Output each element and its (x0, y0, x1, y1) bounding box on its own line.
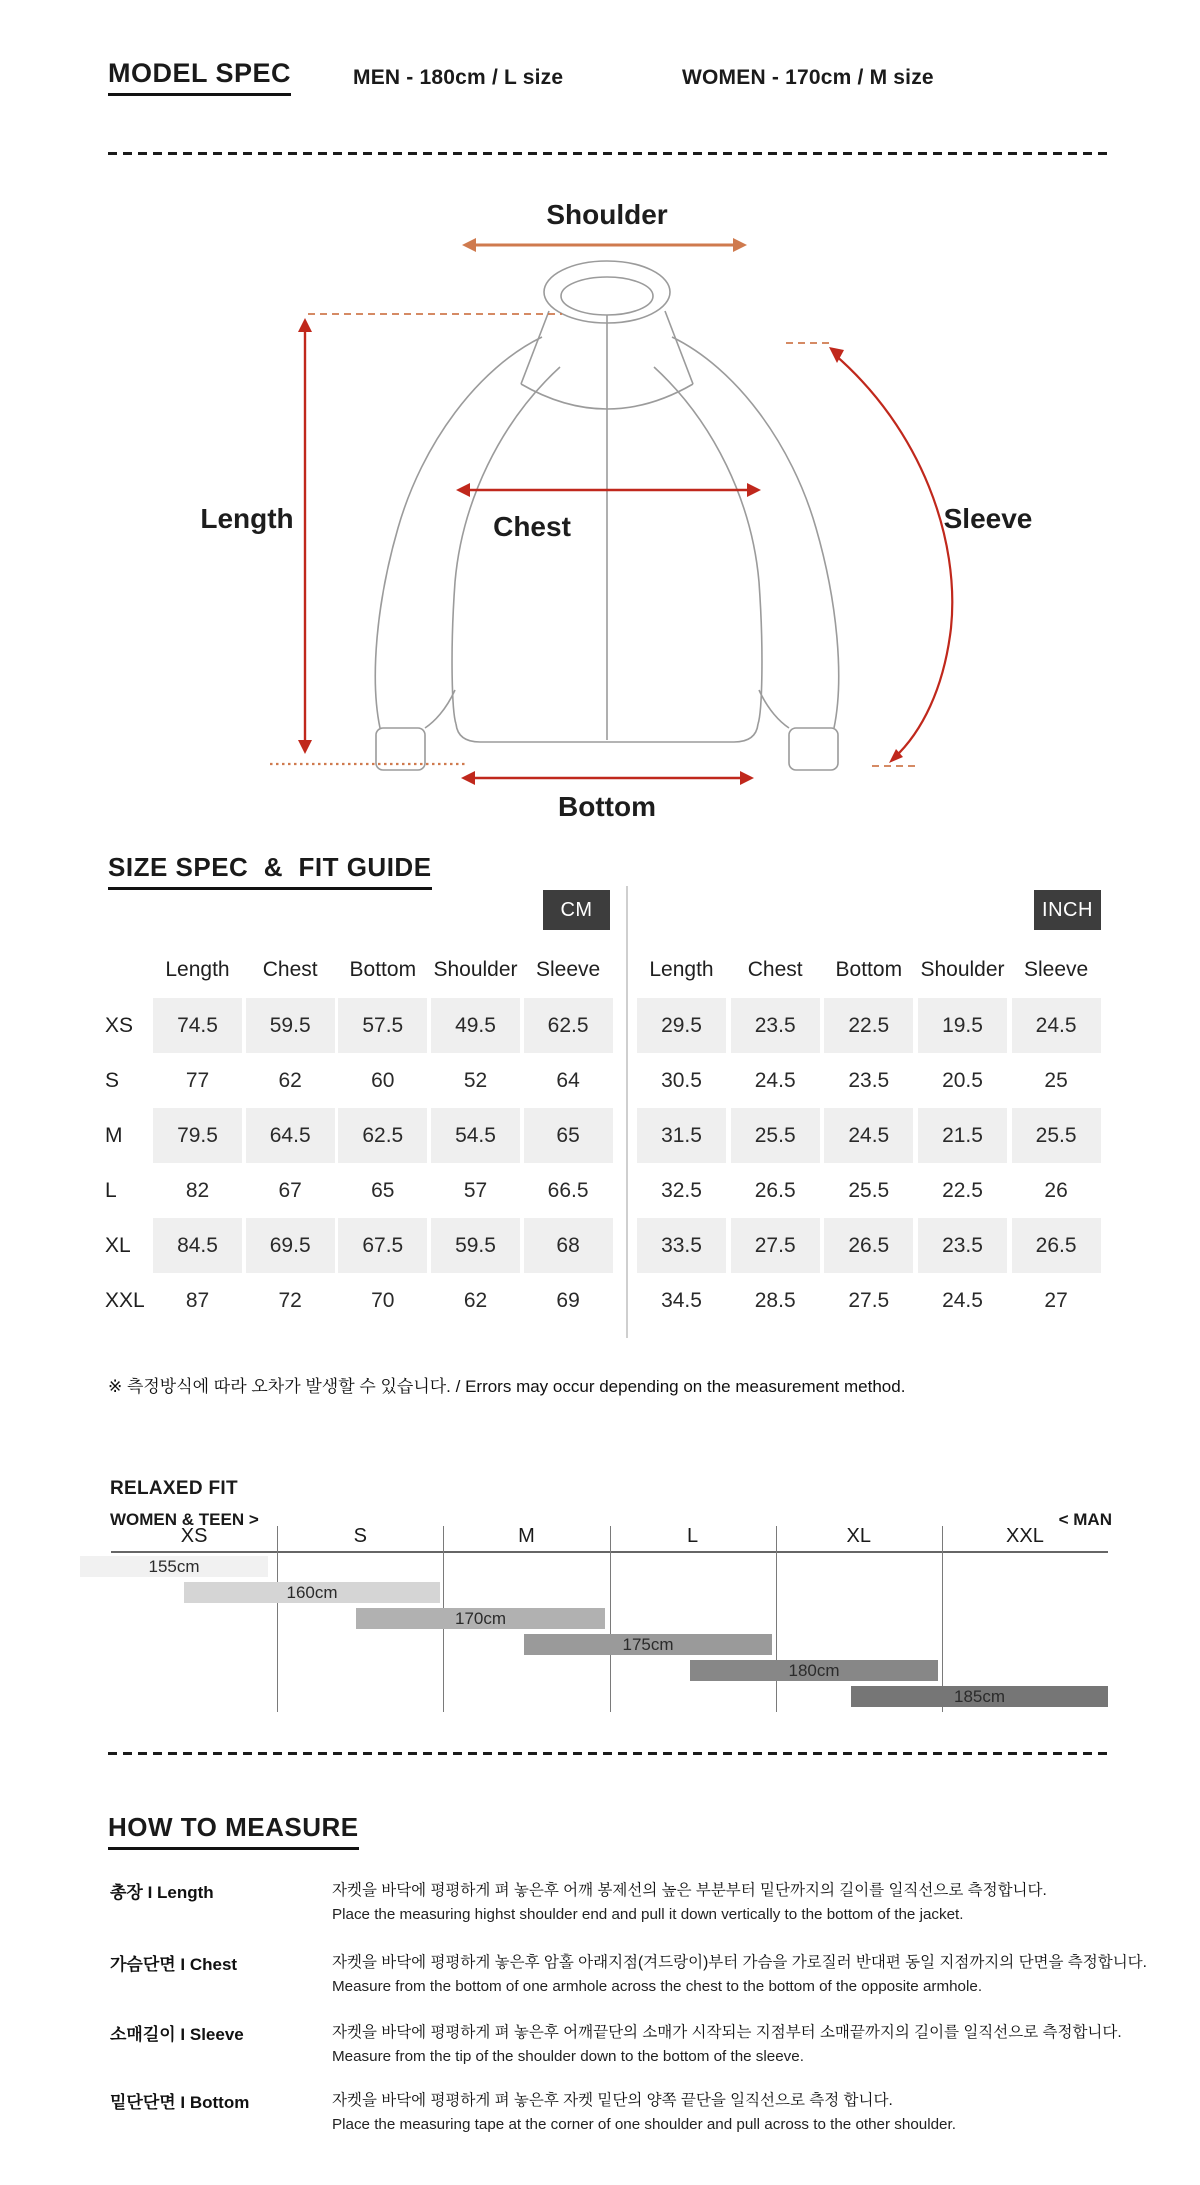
cm-cell: 84.5 (153, 1218, 242, 1273)
fit-column-line (942, 1526, 943, 1712)
measure-row-label: 총장 I Length (110, 1883, 214, 1902)
inch-cell: 23.5 (848, 1068, 890, 1092)
cm-cell: 69 (556, 1288, 580, 1312)
inch-cell: 31.5 (637, 1108, 726, 1163)
cm-cell: 65 (371, 1178, 395, 1202)
fit-size-label: M (518, 1524, 535, 1547)
bottom-label: Bottom (558, 791, 656, 822)
model-women-label: WOMEN - 170cm / M size (682, 66, 934, 89)
inch-column-header: Bottom (835, 958, 903, 981)
cm-cell: 67.5 (338, 1218, 427, 1273)
cm-cell: 49.5 (431, 998, 520, 1053)
inch-cell: 33.5 (637, 1218, 726, 1273)
inch-cell: 22.5 (824, 998, 913, 1053)
size-row-label: XXL (105, 1288, 145, 1312)
table-divider-line (626, 886, 628, 1338)
cm-cell: 74.5 (153, 998, 242, 1053)
measure-row-kr: 자켓을 바닥에 평평하게 펴 놓은후 자켓 밑단의 양쪽 끝단을 일직선으로 측정 합니다. (332, 2092, 893, 2109)
inch-column-header: Shoulder (920, 958, 1005, 981)
measure-row-label: 가슴단면 I Chest (110, 1955, 238, 1974)
fit-bar: 155cm (80, 1556, 268, 1577)
inch-cell: 26 (1044, 1178, 1068, 1202)
fit-guide-title: RELAXED FIT (110, 1478, 238, 1499)
size-row-label: S (105, 1068, 120, 1092)
inch-cell: 24.5 (754, 1068, 796, 1092)
cm-cell: 62.5 (338, 1108, 427, 1163)
cm-cell: 60 (371, 1068, 395, 1092)
inch-cell: 25.5 (731, 1108, 820, 1163)
sleeve-label: Sleeve (943, 503, 1033, 534)
cm-cell: 57.5 (338, 998, 427, 1053)
cm-cell: 77 (185, 1068, 210, 1092)
measure-row-en: Measure from the bottom of one armhole across the chest to the bottom of the opposite armhole. (332, 1978, 983, 1995)
fit-column-line (277, 1526, 278, 1712)
cm-cell: 79.5 (153, 1108, 242, 1163)
cm-column-header: Chest (262, 958, 318, 981)
fit-size-label: XL (846, 1524, 871, 1547)
measure-row-en: Place the measuring highst shoulder end and pull it down vertically to the bottom of the jacket. (332, 1906, 964, 1923)
cm-cell: 64 (556, 1068, 580, 1092)
inch-column-header: Length (649, 958, 714, 981)
length-label: Length (200, 503, 294, 534)
cm-column-header: Shoulder (433, 958, 518, 981)
size-row-label: XS (105, 1013, 134, 1037)
inch-cell: 22.5 (942, 1178, 983, 1202)
inch-cell: 21.5 (918, 1108, 1007, 1163)
cm-cell: 82 (185, 1178, 210, 1202)
measure-row-kr: 자켓을 바닥에 평평하게 펴 놓은후 어깨 봉제선의 높은 부분부터 밑단까지의 길이를 일직선으로 측정합니다. (332, 1882, 1047, 1899)
cm-column-header: Sleeve (535, 958, 601, 981)
cm-cell: 69.5 (246, 1218, 335, 1273)
cm-cell: 68 (524, 1218, 613, 1273)
inch-cell: 32.5 (661, 1178, 702, 1202)
cm-cell: 62 (278, 1068, 302, 1092)
cm-cell: 52 (463, 1068, 488, 1092)
cm-cell: 72 (278, 1288, 302, 1312)
cm-cell: 66.5 (547, 1178, 589, 1202)
inch-cell: 23.5 (918, 1218, 1007, 1273)
measure-row-label: 밑단단면 I Bottom (110, 2093, 250, 2112)
bottom-arrow (461, 771, 754, 785)
inch-cell: 34.5 (661, 1288, 702, 1312)
cm-column-header: Bottom (349, 958, 417, 981)
fit-size-label: L (687, 1524, 699, 1547)
inch-unit-badge: INCH (1034, 890, 1101, 930)
cm-cell: 87 (185, 1288, 210, 1312)
chest-label: Chest (493, 511, 571, 542)
inch-cell: 26.5 (1012, 1218, 1101, 1273)
inch-cell: 27.5 (848, 1288, 890, 1312)
inch-cell: 27 (1044, 1288, 1068, 1312)
fit-size-label: XXL (1006, 1524, 1044, 1547)
measure-row-en: Place the measuring tape at the corner of one shoulder and pull across to the other shoulder. (332, 2116, 956, 2133)
fit-size-label: S (353, 1524, 367, 1547)
inch-cell: 24.5 (824, 1108, 913, 1163)
inch-column-header: Chest (747, 958, 803, 981)
cm-cell: 62.5 (524, 998, 613, 1053)
cm-column-header: Length (165, 958, 230, 981)
cm-cell: 70 (371, 1288, 395, 1312)
cm-cell: 64.5 (246, 1108, 335, 1163)
fit-size-label: XS (180, 1524, 208, 1547)
jacket-outline (375, 261, 838, 770)
measure-row-en: Measure from the tip of the shoulder down to the bottom of the sleeve. (332, 2048, 804, 2065)
fit-bar: 180cm (690, 1660, 938, 1681)
model-men-label: MEN - 180cm / L size (353, 66, 564, 89)
inch-cell: 19.5 (918, 998, 1007, 1053)
dashed-divider-top (108, 152, 1112, 155)
inch-column-header: Sleeve (1023, 958, 1089, 981)
inch-cell: 24.5 (1012, 998, 1101, 1053)
cm-cell: 65 (524, 1108, 613, 1163)
cm-cell: 59.5 (246, 998, 335, 1053)
inch-cell: 24.5 (942, 1288, 983, 1312)
fit-women-teen-label: WOMEN & TEEN > (110, 1510, 259, 1529)
inch-cell: 26.5 (824, 1218, 913, 1273)
inch-cell: 25.5 (1012, 1108, 1101, 1163)
fit-column-line (610, 1526, 611, 1712)
measure-row-kr: 자켓을 바닥에 평평하게 펴 놓은후 어깨끝단의 소매가 시작되는 지점부터 소매끝까지의 길이를 일직선으로 측정합니다. (332, 2024, 1122, 2041)
cm-cell: 67 (278, 1178, 302, 1202)
inch-cell: 26.5 (754, 1178, 796, 1202)
inch-cell: 23.5 (731, 998, 820, 1053)
size-row-label: XL (105, 1233, 131, 1257)
fit-bar: 160cm (184, 1582, 440, 1603)
chest-arrow (456, 483, 761, 497)
measure-row-label: 소매길이 I Sleeve (110, 2025, 244, 2044)
cm-cell: 62 (463, 1288, 488, 1312)
inch-cell: 25 (1044, 1068, 1068, 1092)
inch-cell: 30.5 (661, 1068, 702, 1092)
inch-cell: 20.5 (942, 1068, 983, 1092)
fit-man-label: < MAN (1058, 1510, 1112, 1529)
page-title: MODEL SPEC (108, 58, 291, 96)
cm-cell: 57 (463, 1178, 488, 1202)
measure-row-kr: 자켓을 바닥에 평평하게 놓은후 암홀 아래지점(겨드랑이)부터 가슴을 가로질러 반대편 동일 지점까지의 단면을 측정합니다. (332, 1954, 1147, 1971)
size-spec-title: SIZE SPEC & FIT GUIDE (108, 852, 432, 890)
shoulder-label: Shoulder (546, 199, 668, 230)
inch-cell: 28.5 (754, 1288, 796, 1312)
measurement-note: ※ 측정방식에 따라 오차가 발생할 수 있습니다. / Errors may occur depending on the measurement method. (108, 1377, 906, 1396)
inch-cell: 29.5 (637, 998, 726, 1053)
sleeve-arrow (786, 343, 952, 766)
inch-cell: 27.5 (731, 1218, 820, 1273)
cm-cell: 59.5 (431, 1218, 520, 1273)
jacket-measurement-diagram (170, 172, 1060, 832)
cm-unit-badge: CM (543, 890, 610, 930)
fit-bar: 185cm (851, 1686, 1108, 1707)
fit-bar: 175cm (524, 1634, 772, 1655)
shoulder-arrow (462, 238, 747, 252)
size-row-label: M (105, 1123, 123, 1147)
fit-bar: 170cm (356, 1608, 605, 1629)
size-row-label: L (105, 1178, 117, 1202)
inch-cell: 25.5 (848, 1178, 890, 1202)
how-to-measure-title: HOW TO MEASURE (108, 1812, 359, 1850)
dashed-divider-bottom (108, 1752, 1112, 1755)
cm-cell: 54.5 (431, 1108, 520, 1163)
fit-column-line (776, 1526, 777, 1712)
